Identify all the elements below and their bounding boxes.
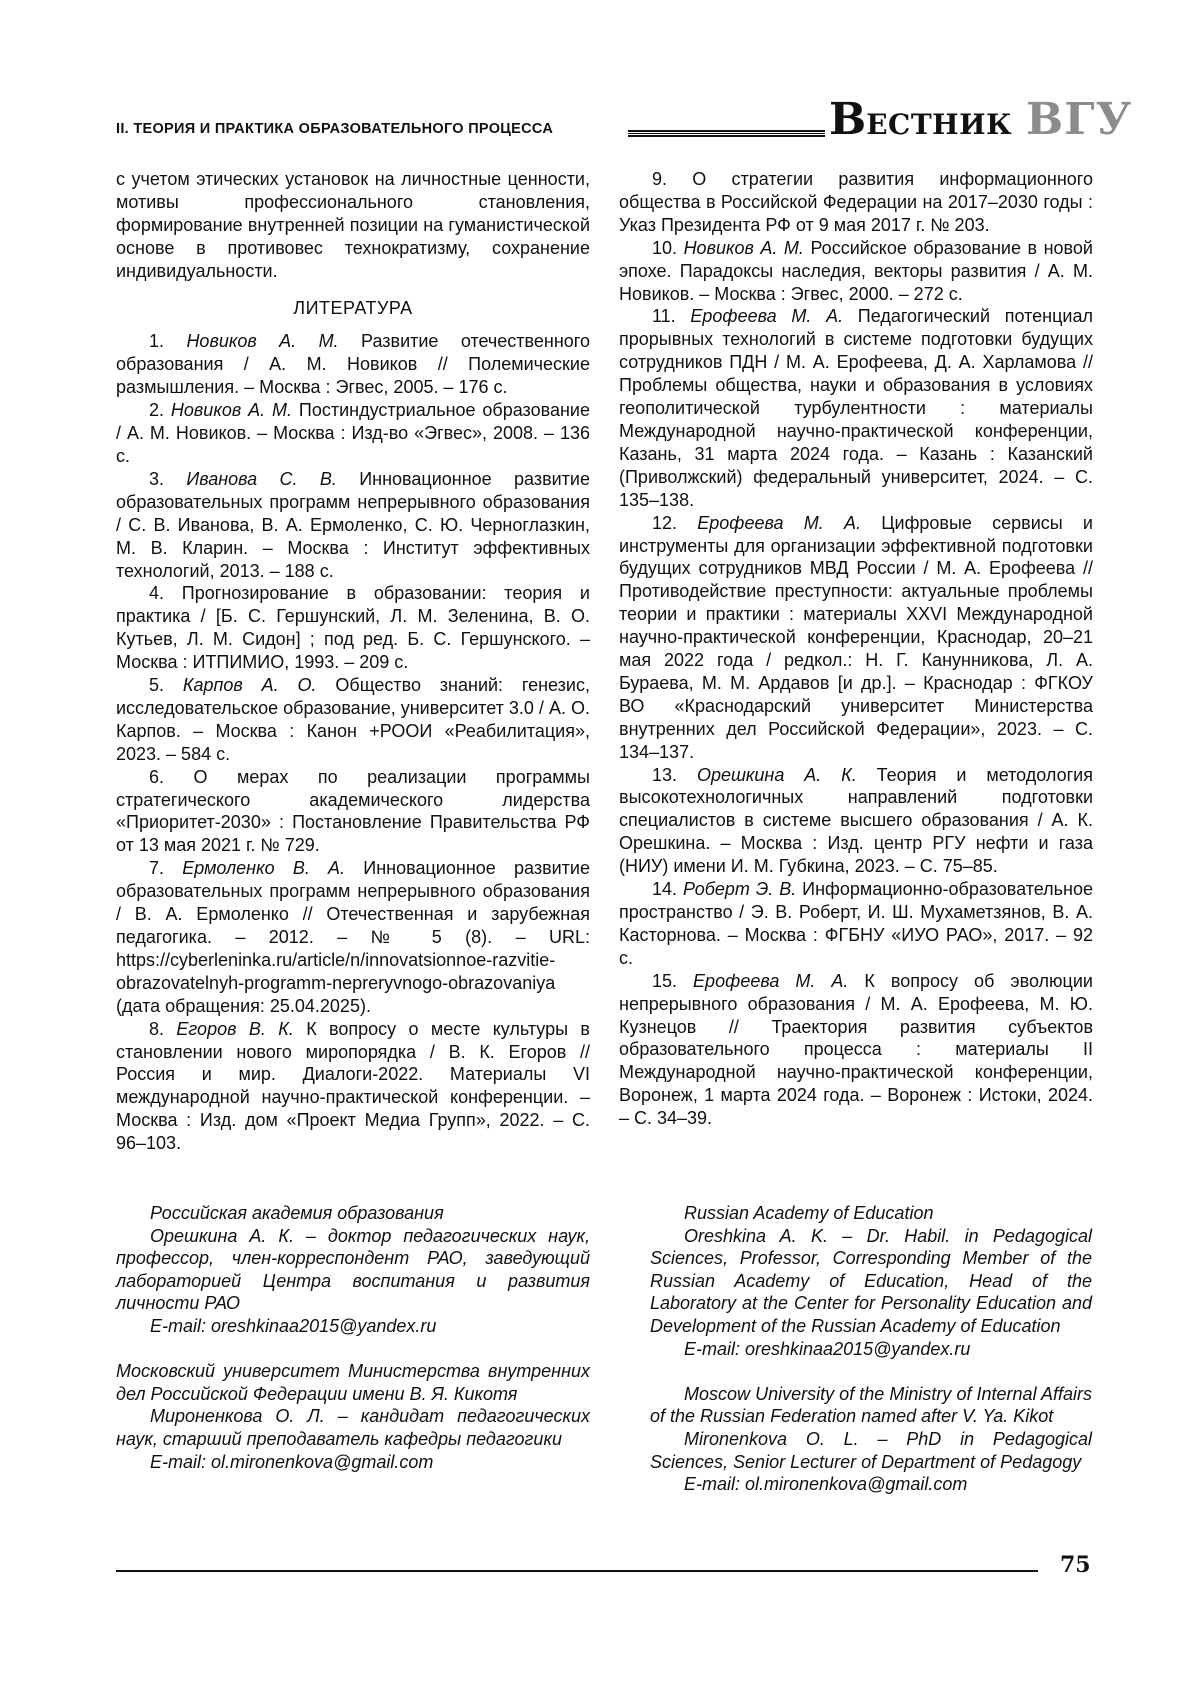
reference-author: Новиков А. М. [683,237,804,258]
intro-paragraph: с учетом этических установок на личностные ценности, мотивы профессионального становления, формирование внутренней позиции на гуманистической основе в противовес технократизму, сохранение индивидуальности. [116,169,590,281]
reference-item [619,764,1093,879]
affiliation-email: E-mail: ol.mironenkova@gmail.com [150,1451,434,1472]
reference-item [116,1018,590,1155]
journal-masthead [829,94,1133,145]
page-number: 75 [1060,1552,1091,1578]
reference-author: Карпов А. О. [182,675,317,696]
reference-author: Иванова С. В. [186,468,337,489]
reference-list-right [619,168,1093,1130]
reference-item [619,512,1093,764]
affiliation-email: E-mail: oreshkinaa2015@yandex.ru [684,1338,971,1359]
reference-number: 9. [652,169,668,189]
reference-number: 15. [652,970,678,991]
reference-text: Постиндустриальное образование / А. М. Новиков. – Москва : Изд-во «Эгвес», 2008. – 136 с. [116,400,590,466]
reference-text: О стратегии развития информационного общества в Российской Федерации на 2017–2030 годы : Указ Президента РФ от 9 мая 2017 г. № 203. [619,169,1093,235]
reference-item [619,970,1093,1130]
reference-number: 3. [149,468,165,489]
left-column [116,168,590,1155]
reference-number: 10. [652,237,678,258]
reference-number: 2. [149,400,165,421]
reference-author: Роберт Э. В. [682,879,797,900]
reference-item [116,766,590,858]
reference-item [116,674,590,766]
footer-rule [116,1570,1038,1572]
reference-author: Ерофеева М. А. [697,512,861,533]
affiliation-email: E-mail: oreshkinaa2015@yandex.ru [150,1315,437,1336]
affiliation-org: Moscow University of the Ministry of Internal Affairs of the Russian Federation named after V. Ya. Kikot [650,1383,1092,1427]
reference-text: Инновационное развитие образовательных программ непрерывного образования / С. В. Иванова, В. А. Ермоленко, С. Ю. Черноглазкин, М. В. Кларин. – Москва : Институт эффективных технологий, 2013. – 188 с. [116,468,590,581]
reference-item [619,237,1093,306]
reference-text: О мерах по реализации программы стратегического академического лидерства «Приоритет-2030» : Постановление Правительства РФ от 13 мая 2021 г. № 729. [116,766,590,856]
reference-text: Педагогический потенциал прорывных технологий в системе подготовки будущих сотрудников ПДН / М. А. Ерофеева, Д. А. Харламова // Проблемы общества, науки и образования в условиях геополитической турбулентности : материалы Международной научно-практической конференции, Казань, 31 марта 2024 года. – Казань : Казанский (Приволжский) федеральный университет, 2024. – С. 135–138. [619,306,1093,510]
reference-text: Цифровые сервисы и инструменты для организации эффективной подготовки будущих сотрудников МВД России / М. А. Ерофеева // Противодействие преступности: актуальные проблемы теории и практики : материалы XXVI Международной научно-практической конференции, Краснодар, 20–21 мая 2022 года / редкол.: Н. Г. Канунникова, Л. А. Бураева, М. М. Ардавов [и др.]. – Краснодар : ФГКОУ ВО «Краснодарский университет Министерства внутренних дел Российской Федерации», 2023. – С. 134–137. [619,512,1093,762]
reference-item [619,168,1093,237]
reference-author: Ерофеева М. А. [693,970,849,991]
reference-item [116,468,590,583]
affiliation-email: E-mail: ol.mironenkova@gmail.com [684,1474,968,1495]
header-rule [628,130,825,137]
reference-author: Ерофеева М. А. [690,306,844,327]
affiliation-org: Russian Academy of Education [684,1203,934,1223]
affiliation-author: Мироненкова О. Л. – кандидат педагогических наук, старший преподаватель кафедры педагогики [116,1406,590,1449]
reference-number: 4. [149,583,165,604]
reference-number: 13. [652,764,678,785]
reference-item [116,330,590,399]
reference-item [116,857,590,1017]
reference-number: 1. [149,331,165,352]
affiliation-author: Орешкина А. К. – доктор педагогических наук, профессор, член-корреспондент РАО, заведующий лабораторией Центра воспитания и развития личности РАО [116,1225,590,1314]
reference-number: 14. [652,879,678,900]
reference-item [116,582,590,674]
reference-author: Егоров В. К. [176,1018,294,1039]
reference-number: 12. [652,512,678,533]
masthead-vgu: ВГУ [1026,94,1133,145]
reference-text: Российское образование в новой эпохе. Парадоксы наследия, векторы развития / А. М. Новиков. – Москва : Эгвес, 2000. – 272 с. [619,237,1093,304]
reference-text: К вопросу об эволюции непрерывного образования / М. А. Ерофеева, М. Ю. Кузнецов // Траектория развития субъектов образовательного процесса : материалы II Международной научно-практической конференции, Воронеж, 1 марта 2024 года. – Воронеж : Истоки, 2024. – С. 34–39. [619,970,1093,1129]
affiliations-english [650,1202,1092,1496]
reference-author: Новиков А. М. [186,331,339,352]
reference-number: 6. [149,766,165,787]
reference-item [619,878,1093,970]
reference-text: Общество знаний: генезис, исследовательское образование, университет 3.0 / А. О. Карпов. – Москва : Канон +РООИ «Реабилитация», 2023. – 584 с. [116,675,590,764]
reference-item [116,399,590,468]
reference-list-left [116,330,590,1155]
masthead-word: ЕСТНИК [866,108,1013,141]
reference-author: Новиков А. М. [170,400,292,421]
reference-number: 11. [652,306,676,327]
reference-text: Инновационное развитие образовательных программ непрерывного образования / В. А. Ермоленко // Отечественная и зарубежная педагогика. – 2012. – № 5 (8). – URL: https://cyberleninka.ru/article/n/innovatsionnoe-razvitie-obrazovatelnyh-programm-nepreryvnogo-obrazovaniya (дата обращения: 25.04.2025). [116,858,590,1016]
masthead-initial: В [829,94,867,145]
reference-number: 8. [149,1018,165,1039]
reference-author: Ермоленко В. А. [182,858,346,879]
affiliation-org: Российская академия образования [150,1203,444,1223]
reference-text: Теория и методология высокотехнологичных направлений подготовки специалистов в системе высшего образования / А. К. Орешкина. – Москва : Изд. центр РГУ нефти и газа (НИУ) имени И. М. Губкина, 2023. – С. 75–85. [619,764,1093,877]
affiliation-author: Mironenkova O. L. – PhD in Pedagogical Sciences, Senior Lecturer of Department of Pedagogy [650,1428,1092,1472]
running-header-section: II. ТЕОРИЯ И ПРАКТИКА ОБРАЗОВАТЕЛЬНОГО ПРОЦЕССА [116,121,554,137]
affiliation-org: Московский университет Министерства внутренних дел Российской Федерации имени В. Я. Кикотя [116,1361,590,1404]
reference-text: Информационно-образовательное пространство / Э. В. Роберт, И. Ш. Мухаметзянов, В. А. Касторнова. – Москва : ФГБНУ «ИУО РАО», 2017. – 92 с. [619,879,1093,968]
right-column [619,168,1093,1130]
literature-heading: ЛИТЕРАТУРА [293,297,413,318]
reference-text: Прогнозирование в образовании: теория и практика / [Б. С. Гершунский, Л. М. Зеленина, В. О. Кутьев, Л. М. Сидон] ; под ред. Б. С. Гершунского. – Москва : ИТПИМИО, 1993. – 209 с. [116,583,590,673]
reference-text: К вопросу о месте культуры в становлении нового миропорядка / В. К. Егоров // Россия и мир. Диалоги-2022. Материалы VI международной научно-практической конференции. – Москва : Изд. дом «Проект Медиа Групп», 2022. – С. 96–103. [116,1018,590,1154]
reference-text: Развитие отечественного образования / А. М. Новиков // Полемические размышления. – Москва : Эгвес, 2005. – 176 с. [116,331,590,398]
affiliation-author: Oreshkina A. K. – Dr. Habil. in Pedagogical Sciences, Professor, Corresponding Member of the Russian Academy of Education, Head of the Laboratory at the Center for Personality Education and Development of the Russian Academy of Education [650,1225,1092,1336]
reference-number: 7. [149,858,165,879]
reference-author: Орешкина А. К. [696,764,857,785]
affiliations-russian [116,1202,590,1473]
reference-number: 5. [149,675,165,696]
reference-item [619,305,1093,511]
